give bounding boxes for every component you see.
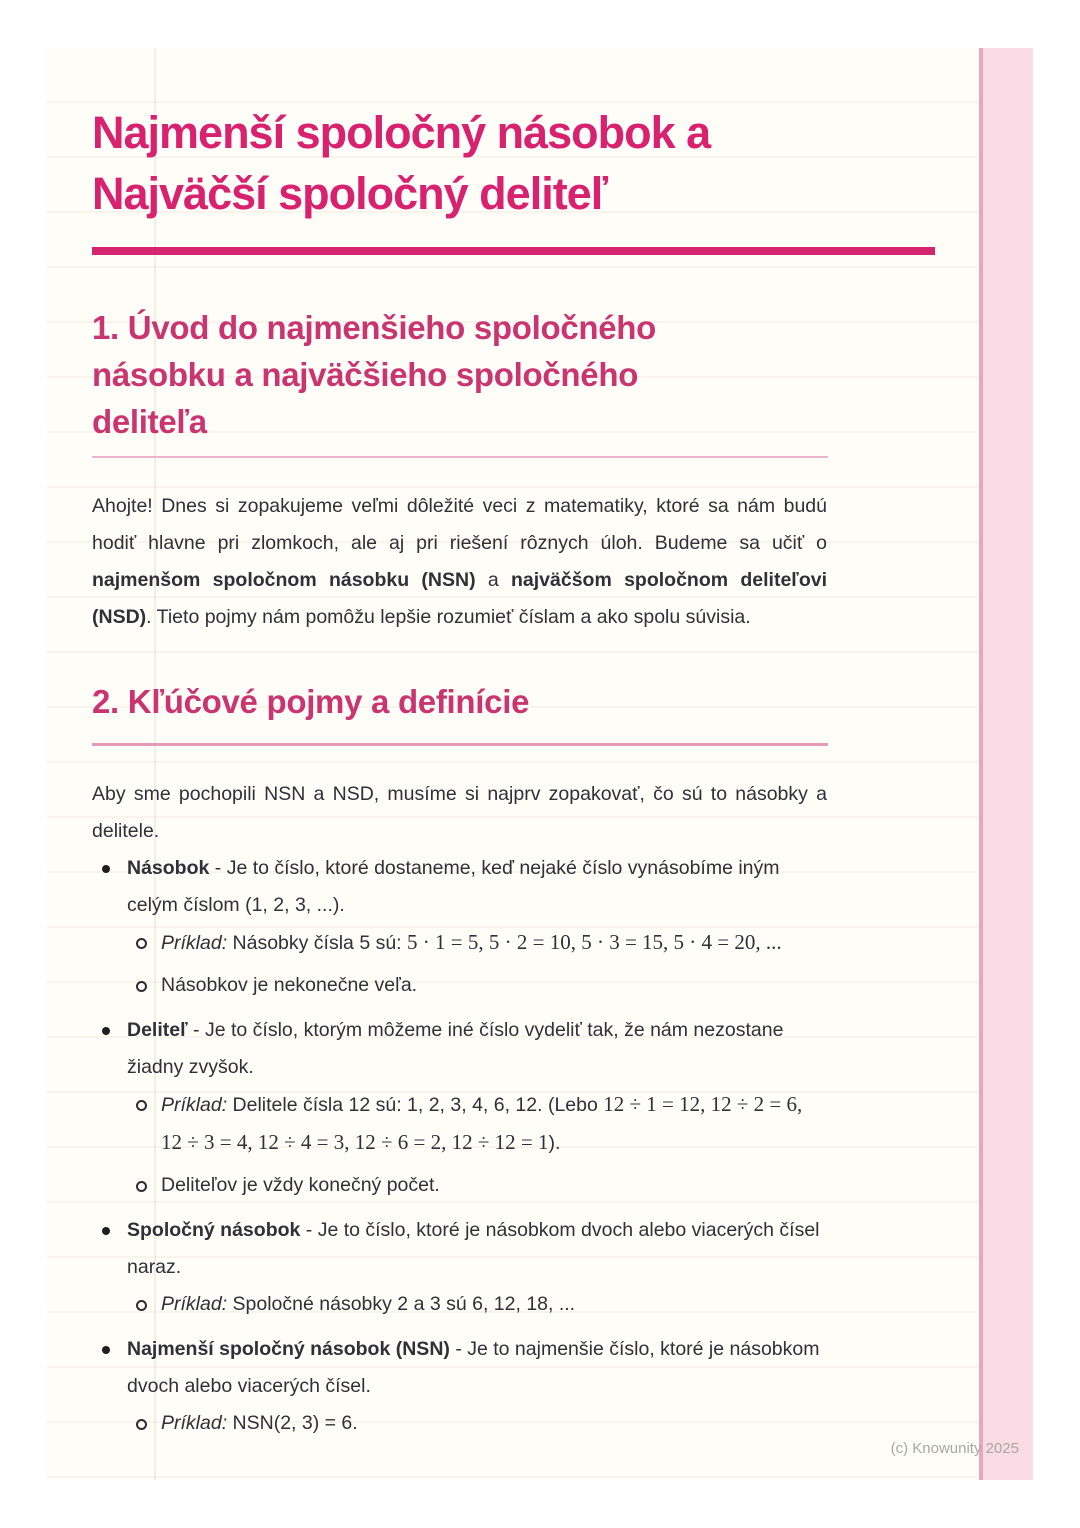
- document-page: [47, 48, 1033, 1480]
- math-expression: 5 · 1 = 5, 5 · 2 = 10, 5 · 3 = 15, 5 · 4 = 20, ...: [407, 930, 782, 954]
- example-text: [161, 1286, 827, 1323]
- circle-bullet-icon: [136, 938, 147, 949]
- intro-paragraph: [92, 488, 827, 636]
- definition-body: - Je to číslo, ktoré je násobkom dvoch alebo viacerých čísel naraz.: [127, 1219, 820, 1278]
- note-lead: Násobkov je nekonečne veľa.: [161, 974, 418, 996]
- circle-bullet-icon: [136, 1181, 147, 1192]
- keyterms-intro-paragraph: Aby sme pochopili NSN a NSD, musíme si najprv zopakovať, čo sú to násobky a delitele.: [92, 783, 827, 842]
- priklad-label: Príklad:: [161, 1293, 228, 1315]
- sub-list: [127, 924, 827, 1004]
- list-item-spolocny-nasobok: [92, 1212, 827, 1323]
- sub-item-priklad: [135, 1086, 827, 1162]
- example-lead: Delitele čísla 12 sú: 1, 2, 3, 4, 6, 12. (Lebo: [227, 1094, 604, 1116]
- example-text: [161, 1405, 827, 1442]
- example-text: [161, 924, 827, 962]
- paragraph-text: a: [475, 569, 511, 591]
- sub-item-priklad: [135, 1405, 827, 1442]
- title-divider: [92, 247, 935, 255]
- bold-term-nsn: najmenšom spoločnom násobku (NSN): [92, 569, 476, 591]
- bold-term-nsd: najväčšom spoločnom deliteľovi (NSD): [92, 569, 827, 628]
- section-divider-1: [92, 456, 828, 458]
- term-label: Najmenší spoločný násobok (NSN): [127, 1338, 450, 1360]
- definition-text: [127, 1331, 827, 1405]
- bullet-dot-icon: [102, 1027, 110, 1035]
- priklad-label: Príklad:: [161, 1094, 228, 1116]
- example-lead: Násobky čísla 5 sú:: [227, 932, 408, 954]
- circle-bullet-icon: [136, 1300, 147, 1311]
- definition-text: [127, 1012, 827, 1086]
- priklad-label: Príklad:: [161, 932, 228, 954]
- list-item-nsn: [92, 1331, 827, 1442]
- section-heading-1: 1. Úvod do najmenšieho spoločného násobku a najväčšieho spoločného deliteľa: [92, 309, 657, 440]
- circle-bullet-icon: [136, 981, 147, 992]
- page-content: [92, 48, 827, 1442]
- term-label: Násobok: [127, 857, 210, 879]
- note-lead: Deliteľov je vždy konečný počet.: [161, 1174, 440, 1196]
- section-heading-2: 2. Kľúčové pojmy a definície: [92, 683, 530, 720]
- list-item-nasobok: [92, 850, 827, 1004]
- bullet-dot-icon: [102, 865, 110, 873]
- pink-side-stripe: [979, 48, 1033, 1480]
- sub-list: [127, 1286, 827, 1323]
- sub-item-note: [135, 967, 827, 1004]
- math-expression: 12 ÷ 1 = 12, 12 ÷ 2 = 6, 12 ÷ 3 = 4, 12 ÷ 4 = 3, 12 ÷ 6 = 2, 12 ÷ 12 = 1: [161, 1092, 803, 1154]
- example-text: [161, 1086, 827, 1162]
- sub-item-priklad: [135, 924, 827, 962]
- circle-bullet-icon: [136, 1100, 147, 1111]
- definition-body: - Je to najmenšie číslo, ktoré je násobkom dvoch alebo viacerých čísel.: [127, 1338, 820, 1397]
- term-label: Spoločný násobok: [127, 1219, 301, 1241]
- definition-body: - Je to číslo, ktoré dostaneme, keď nejaké číslo vynásobíme iným celým číslom (1, 2, 3, ...).: [127, 857, 780, 916]
- sub-item-note: [135, 1167, 827, 1204]
- note-text: [161, 1167, 827, 1204]
- definition-text: [127, 850, 827, 924]
- sub-list: [127, 1405, 827, 1442]
- definition-body: - Je to číslo, ktorým môžeme iné číslo vydeliť tak, že nám nezostane žiadny zvyšok.: [127, 1019, 784, 1078]
- paragraph-text: . Tieto pojmy nám pomôžu lepšie rozumieť číslam a ako spolu súvisia.: [146, 606, 751, 628]
- bullet-dot-icon: [102, 1227, 110, 1235]
- definitions-list: [92, 850, 827, 1442]
- example-tail: ).: [548, 1132, 561, 1154]
- term-label: Deliteľ: [127, 1019, 188, 1041]
- bullet-dot-icon: [102, 1346, 110, 1354]
- sub-item-priklad: [135, 1286, 827, 1323]
- definition-text: [127, 1212, 827, 1286]
- circle-bullet-icon: [136, 1419, 147, 1430]
- example-lead: Spoločné násobky 2 a 3 sú 6, 12, 18, ...: [227, 1293, 576, 1315]
- example-lead: NSN(2, 3) = 6.: [227, 1412, 358, 1434]
- page-title: Najmenší spoločný násobok a Najväčší spoločný deliteľ: [92, 107, 711, 219]
- list-item-delitel: [92, 1012, 827, 1204]
- paragraph-text: Ahojte! Dnes si zopakujeme veľmi dôležité veci z matematiky, ktoré sa nám budú hodiť hlavne pri zlomkoch, ale aj pri riešení rôznych úloh. Budeme sa učiť o: [92, 495, 827, 554]
- footer-credit: (c) Knowunity 2025: [890, 1440, 1019, 1457]
- note-text: [161, 967, 827, 1004]
- sub-list: [127, 1086, 827, 1204]
- priklad-label: Príklad:: [161, 1412, 228, 1434]
- section-divider-2: [92, 743, 828, 746]
